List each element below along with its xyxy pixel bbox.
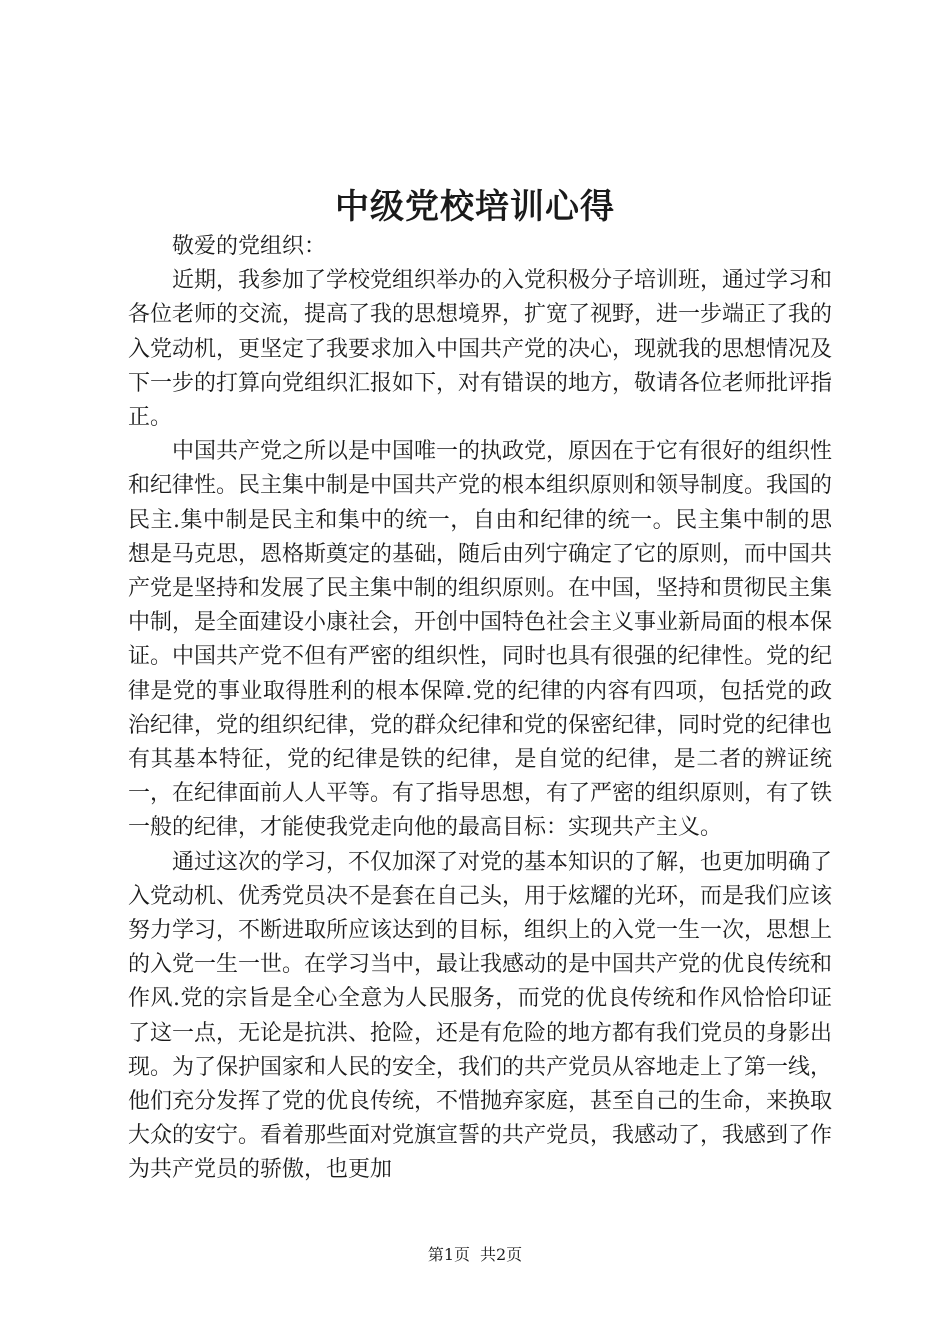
- salutation: 敬爱的党组织：: [172, 234, 327, 259]
- paragraph-2: 中国共产党之所以是中国唯一的执政党，原因在于它有很好的组织性和纪律性。民主集中制是中国共产党的根本组织原则和领导制度。我国的民主.集中制是民主和集中的统一，自由和纪律的统一。民主集中制的思想是马克思，恩格斯奠定的基础，随后由列宁确定了它的原则，而中国共产党是坚持和发展了民主集中制的组织原则。在中国，坚持和贯彻民主集中制，是全面建设小康社会，开创中国特色社会主义事业新局面的根本保证。中国共产党不但有严密的组织性，同时也具有很强的纪律性。党的纪律是党的事业取得胜利的根本保障.党的纪律的内容有四项，包括党的政治纪律，党的组织纪律，党的群众纪律和党的保密纪律，同时党的纪律也有其基本特征，党的纪律是铁的纪律，是自觉的纪律，是二者的辨证统一，在纪律面前人人平等。有了指导思想，有了严密的组织原则，有了铁一般的纪律，才能使我党走向他的最高目标：实现共产主义。: [128, 439, 833, 841]
- page-number: 第1页: [427, 1245, 470, 1264]
- paragraph-1: 近期，我参加了学校党组织举办的入党积极分子培训班，通过学习和各位老师的交流，提高了我的思想境界，扩宽了视野，进一步端正了我的入党动机，更坚定了我要求加入中国共产党的决心，现就我的思想情况及下一步的打算向党组织汇报如下，对有错误的地方，敬请各位老师批评指正。: [128, 268, 833, 431]
- paragraph-3: 通过这次的学习，不仅加深了对党的基本知识的了解，也更加明确了入党动机、优秀党员决不是套在自己头，用于炫耀的光环，而是我们应该努力学习，不断进取所应该达到的目标，组织上的入党一生一次，思想上的入党一生一世。在学习当中，最让我感动的是中国共产党的优良传统和作风.党的宗旨是全心全意为人民服务，而党的优良传统和作风恰恰印证了这一点，无论是抗洪、抢险，还是有危险的地方都有我们党员的身影出现。为了保护国家和人民的安全，我们的共产党员从容地走上了第一线，他们充分发挥了党的优良传统，不惜抛弃家庭，甚至自己的生命，来换取大众的安宁。看着那些面对党旗宣誓的共产党员，我感动了，我感到了作为共产党员的骄傲，也更加: [128, 849, 833, 1183]
- document-body: [128, 230, 832, 1188]
- page-total: 共2页: [480, 1245, 523, 1264]
- document-title: 中级党校培训心得: [335, 187, 615, 227]
- page-footer: [0, 1244, 950, 1266]
